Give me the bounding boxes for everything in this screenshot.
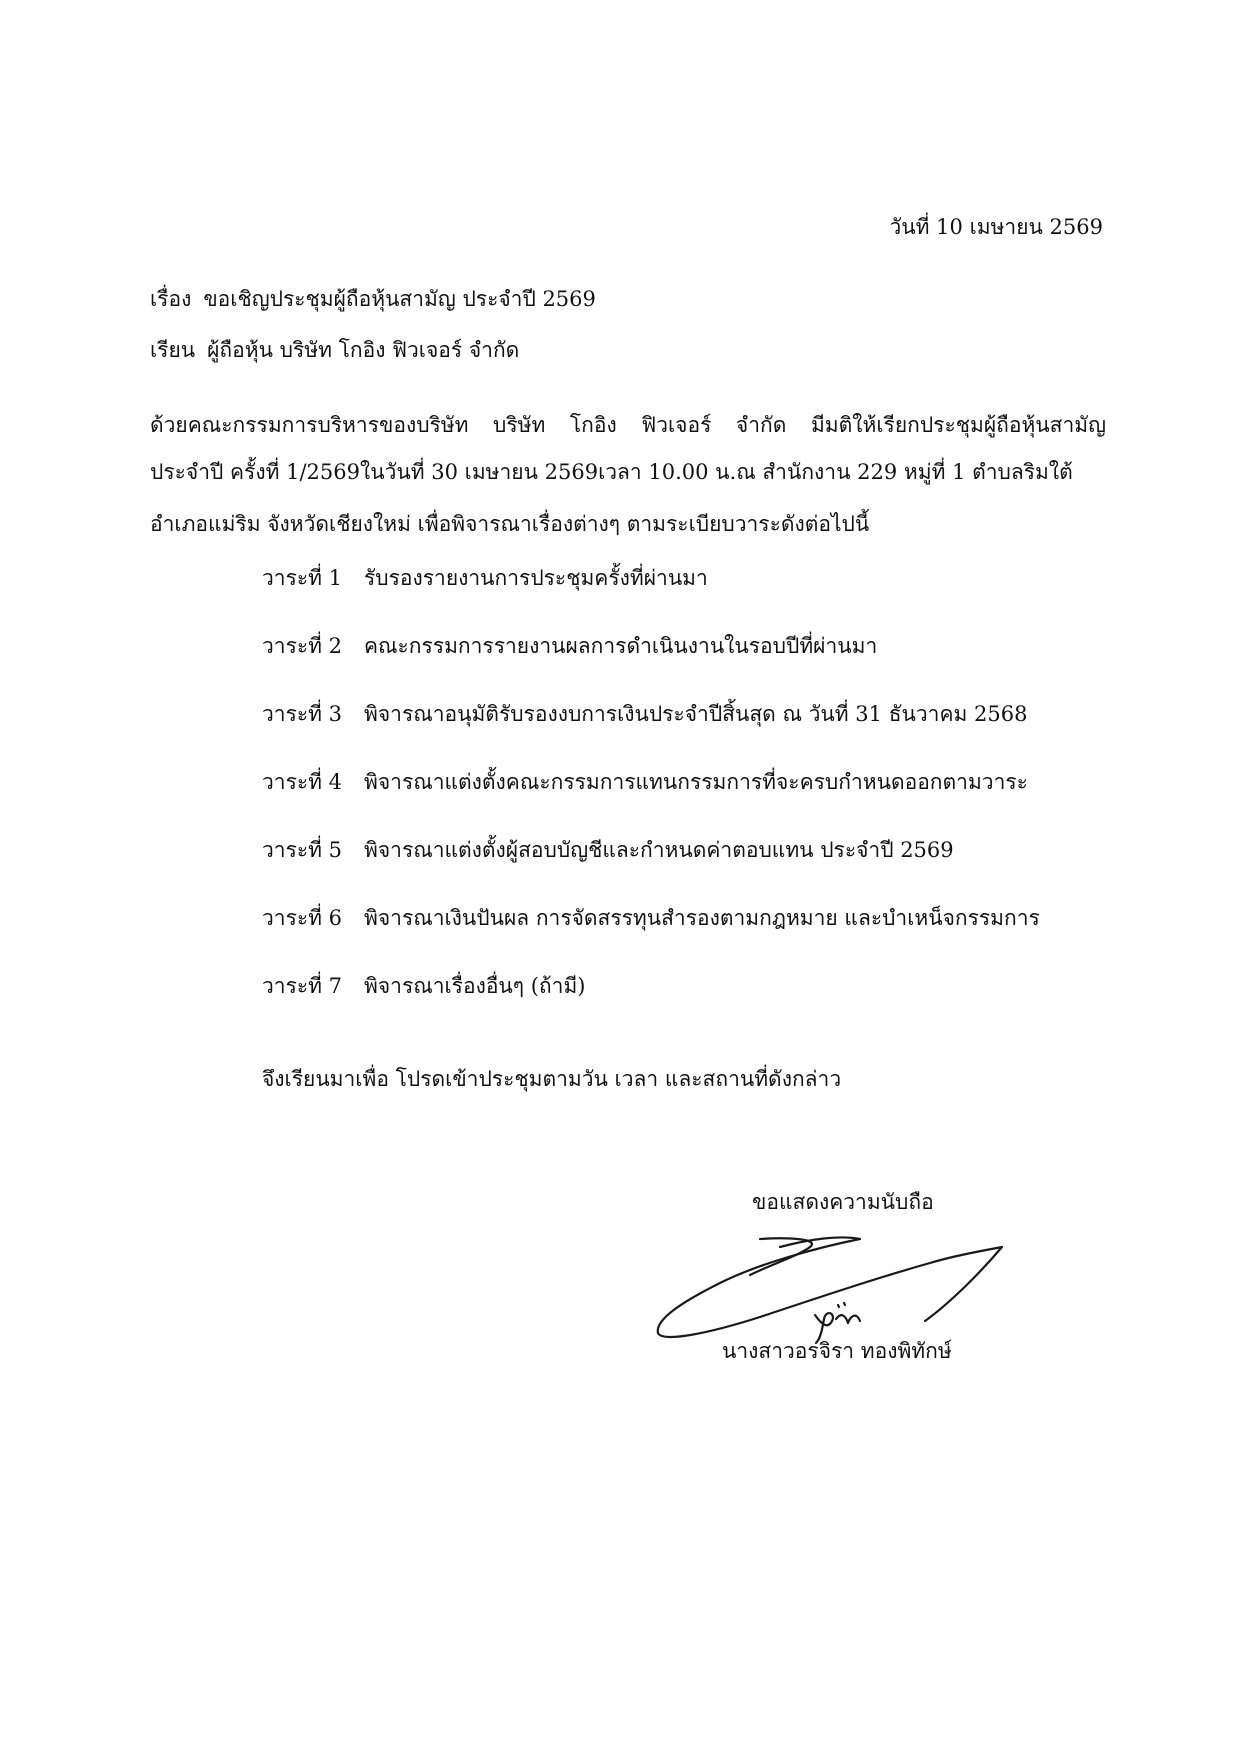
agenda-text: พิจารณาเรื่องอื่นๆ (ถ้ามี)	[364, 974, 586, 998]
agenda-text: รับรองรายงานการประชุมครั้งที่ผ่านมา	[364, 566, 708, 590]
agenda-item	[262, 768, 1028, 796]
agenda-text: พิจารณาแต่งตั้งคณะกรรมการแทนกรรมการที่จะครบกำหนดออกตามวาระ	[364, 770, 1028, 794]
agenda-number: วาระที่ 2	[262, 634, 343, 658]
agenda-number: วาระที่ 6	[262, 906, 343, 930]
agenda-item	[262, 632, 877, 660]
subject-text: ขอเชิญประชุมผู้ถือหุ้นสามัญ ประจำปี 2569	[203, 287, 596, 311]
signature-image	[650, 1225, 1020, 1345]
subject-line	[150, 285, 596, 313]
closing-line: จึงเรียนมาเพื่อ โปรดเข้าประชุมตามวัน เวลา และสถานที่ดังกล่าว	[262, 1067, 842, 1091]
agenda-number: วาระที่ 4	[262, 770, 343, 794]
salutation-line	[150, 336, 519, 364]
agenda-number: วาระที่ 1	[262, 566, 343, 590]
agenda-number: วาระที่ 7	[262, 974, 343, 998]
body-line: อำเภอแม่ริม จังหวัดเชียงใหม่ เพื่อพิจารณาเรื่องต่างๆ ตามระเบียบวาระดังต่อไปนี้	[150, 512, 870, 536]
agenda-item	[262, 700, 1027, 728]
body-line: ประจำปี ครั้งที่ 1/2569ในวันที่ 30 เมษายน 2569เวลา 10.00 น.ณ สำนักงาน 229 หมู่ที่ 1 ตำบลริมใต้	[150, 460, 1073, 484]
agenda-text: พิจารณาแต่งตั้งผู้สอบบัญชีและกำหนดค่าตอบแทน ประจำปี 2569	[364, 838, 954, 862]
regards-line: ขอแสดงความนับถือ	[752, 1190, 934, 1214]
salutation-text: ผู้ถือหุ้น บริษัท โกอิง ฟิวเจอร์ จำกัด	[207, 338, 520, 362]
agenda-text: พิจารณาอนุมัติรับรองงบการเงินประจำปีสิ้นสุด ณ วันที่ 31 ธันวาคม 2568	[364, 702, 1028, 726]
agenda-item	[262, 836, 954, 864]
agenda-item	[262, 564, 708, 592]
subject-label: เรื่อง	[150, 287, 192, 311]
salutation-label: เรียน	[150, 338, 196, 362]
agenda-number: วาระที่ 5	[262, 838, 343, 862]
agenda-number: วาระที่ 3	[262, 702, 343, 726]
agenda-item	[262, 972, 585, 1000]
agenda-text: คณะกรรมการรายงานผลการดำเนินงานในรอบปีที่ผ่านมา	[364, 634, 878, 658]
body-line: ด้วยคณะกรรมการบริหารของบริษัท บริษัท โกอิง ฟิวเจอร์ จำกัด มีมติให้เรียกประชุมผู้ถือหุ้นสามัญ	[150, 413, 1106, 437]
agenda-item	[262, 904, 1040, 932]
signer-name: นางสาวอรจิรา ทองพิทักษ์	[722, 1339, 952, 1363]
agenda-text: พิจารณาเงินปันผล การจัดสรรทุนสำรองตามกฎหมาย และบำเหน็จกรรมการ	[364, 906, 1040, 930]
letter-date: วันที่ 10 เมษายน 2569	[889, 215, 1103, 239]
